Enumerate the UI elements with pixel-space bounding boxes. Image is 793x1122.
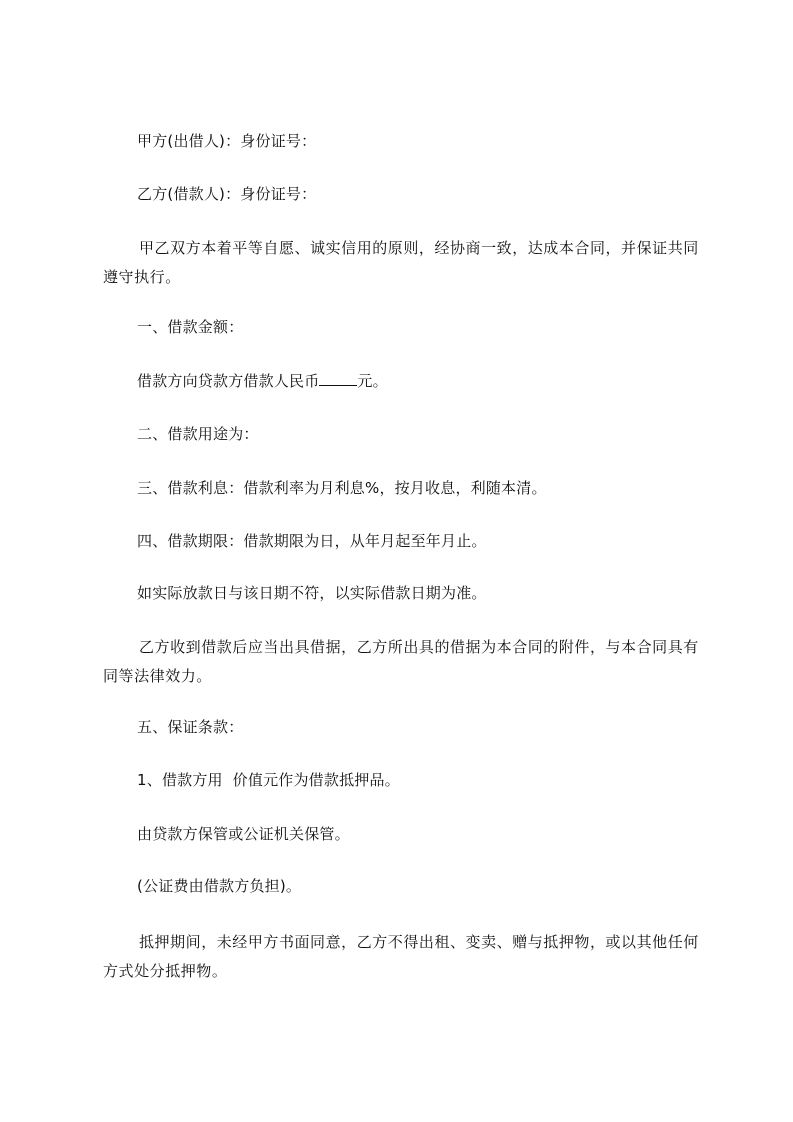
clause-1-line: 1、借款方用 价值元作为借款抵押品。 <box>137 771 400 789</box>
preamble-paragraph: 甲乙双方本着平等自愿、诚实信用的原则，经协商一致，达成本合同，并保证共同遵守执行。 <box>103 239 699 286</box>
section-5-title: 五、保证条款： <box>137 718 244 736</box>
section-2-title: 二、借款用途为： <box>137 425 259 443</box>
amount-blank <box>319 373 357 386</box>
clause-1-custody: 由贷款方保管或公证机关保管。 <box>137 825 350 843</box>
section-1-body-suffix: 元。 <box>357 372 388 390</box>
section-1-body <box>137 372 388 390</box>
party-a-line: 甲方(出借人)：身份证号： <box>137 132 317 150</box>
party-b-line: 乙方(借款人)：身份证号： <box>137 185 317 203</box>
receipt-clause-paragraph: 乙方收到借款后应当出具借据，乙方所出具的借据为本合同的附件，与本合同具有同等法律效力。 <box>103 638 699 685</box>
mortgage-clause-paragraph: 抵押期间，未经甲方书面同意，乙方不得出租、变卖、赠与抵押物，或以其他任何方式处分抵押物。 <box>103 933 699 980</box>
section-4-line: 四、借款期限：借款期限为日，从年月起至年月止。 <box>137 532 487 550</box>
section-1-title: 一、借款金额： <box>137 318 244 336</box>
section-3-line: 三、借款利息：借款利率为月利息%，按月收息，利随本清。 <box>137 479 547 497</box>
clause-1-fee: (公证费由借款方负担)。 <box>137 877 302 895</box>
section-4-note: 如实际放款日与该日期不符，以实际借款日期为准。 <box>137 584 487 602</box>
section-1-body-prefix: 借款方向贷款方借款人民币 <box>137 372 320 390</box>
